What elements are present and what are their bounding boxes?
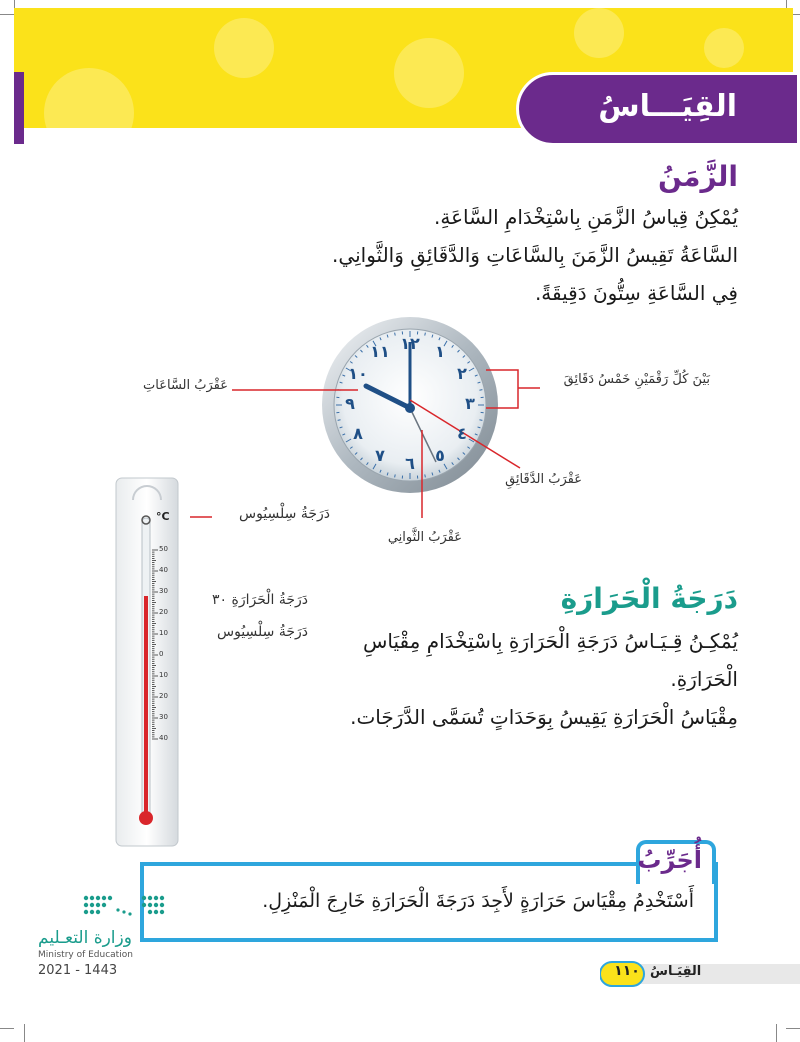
thermometer-scale-label: 10 — [159, 671, 168, 679]
clock-numeral: ١ — [435, 342, 445, 362]
reading-line-2: دَرَجَةُ سِلْسِيُوس — [216, 624, 308, 640]
time-heading: الزَّمَنُ — [657, 160, 738, 193]
temperature-line-2: الْحَرَارَةِ. — [670, 667, 738, 691]
ministry-name-en: Ministry of Education — [38, 950, 133, 960]
thermometer-scale-label: 10 — [159, 629, 168, 637]
thermometer-bulb — [139, 811, 153, 825]
page-title: القِيَـــاسُ — [598, 89, 737, 124]
clock-numeral: ٦ — [405, 454, 415, 473]
clock-numeral: ٤ — [457, 424, 467, 443]
thermometer-liquid — [144, 596, 148, 818]
thermometer-scale-label: 40 — [159, 734, 168, 742]
thermometer-scale-label: 30 — [159, 713, 168, 721]
reading-line-1: دَرَجَةُ الْحَرَارَةِ ٣٠ — [211, 592, 308, 608]
ministry-logo-icon — [80, 890, 180, 926]
clock-numeral: ٢ — [457, 364, 467, 383]
thermometer-scale-label: 40 — [159, 566, 168, 574]
hour-hand-label: عَقْرَبُ السَّاعَاتِ — [143, 378, 228, 393]
clock-numeral: ٧ — [375, 445, 385, 465]
time-line-1: يُمْكِنُ قِياسُ الزَّمَنِ بِاسْتِخْدَامِ السَّاعَةِ. — [434, 205, 738, 229]
temperature-heading: دَرَجَةُ الْحَرَارَةِ — [560, 582, 738, 615]
thermometer-scale-label: 30 — [159, 587, 168, 595]
try-it-label: أُجَرِّبُ — [637, 846, 702, 874]
try-it-tab — [636, 840, 716, 884]
page-number: ١١٠ — [614, 963, 640, 979]
try-it-box — [140, 862, 718, 942]
clock-numeral: ١٢ — [400, 334, 420, 353]
celsius-unit: °C — [156, 510, 170, 523]
clock-numeral: ٣ — [465, 394, 475, 413]
minute-hand-label: عَقْرَبُ الدَّقَائِقِ — [505, 472, 582, 487]
clock-numeral: ١٠ — [348, 364, 368, 383]
ministry-name-ar: وزارة التعـليم — [38, 928, 132, 948]
clock-numeral: ٩ — [345, 394, 355, 413]
time-line-3: فِي السَّاعَةِ سِتُّونَ دَقِيقَةً. — [534, 281, 738, 305]
clock-numeral: ١١ — [370, 342, 390, 362]
temperature-line-3: مِقْيَاسُ الْحَرَارَةِ يَقِيسُ بِوَحَدَاتٍ تُسَمَّى الدَّرَجَات. — [350, 705, 738, 729]
ministry-year: 2021 - 1443 — [38, 963, 118, 978]
clock-numeral: ٥ — [435, 445, 445, 465]
clock-numeral: ٨ — [353, 424, 363, 443]
temperature-line-1: يُمْكِـنُ قِـيَـاسُ دَرَجَةِ الْحَرَارَةِ بِاسْتِخْدَامِ مِقْيَاسِ — [363, 629, 738, 653]
thermometer-scale-label: 0 — [159, 650, 164, 658]
celsius-label: دَرَجَةُ سِلْسِيُوس — [238, 506, 330, 522]
try-it-text: أَسْتَخْدِمُ مِقْيَاسَ حَرَارَةٍ لأَجِدَ دَرَجَةَ الْحَرَارَةِ خَارِجَ الْمَنْزِلِ. — [262, 890, 694, 912]
thermometer-scale-label: 20 — [159, 692, 168, 700]
time-line-2: السَّاعَةُ تَقِيسُ الزَّمَنَ بِالسَّاعَاتِ وَالدَّقَائِقِ وَالثَّوانِي. — [332, 243, 738, 267]
thermometer-scale-label: 20 — [159, 608, 168, 616]
thermometer-scale-label: 50 — [159, 545, 168, 553]
five-minutes-label: بَيْنَ كُلِّ رَقْمَيْنِ خَمْسُ دَقَائِقَ — [563, 372, 710, 387]
temperature-text — [298, 622, 738, 736]
second-hand-label: عَقْرَبُ الثَّوانِي — [387, 530, 462, 545]
footer-section: القِيَـاسُ — [650, 964, 702, 979]
